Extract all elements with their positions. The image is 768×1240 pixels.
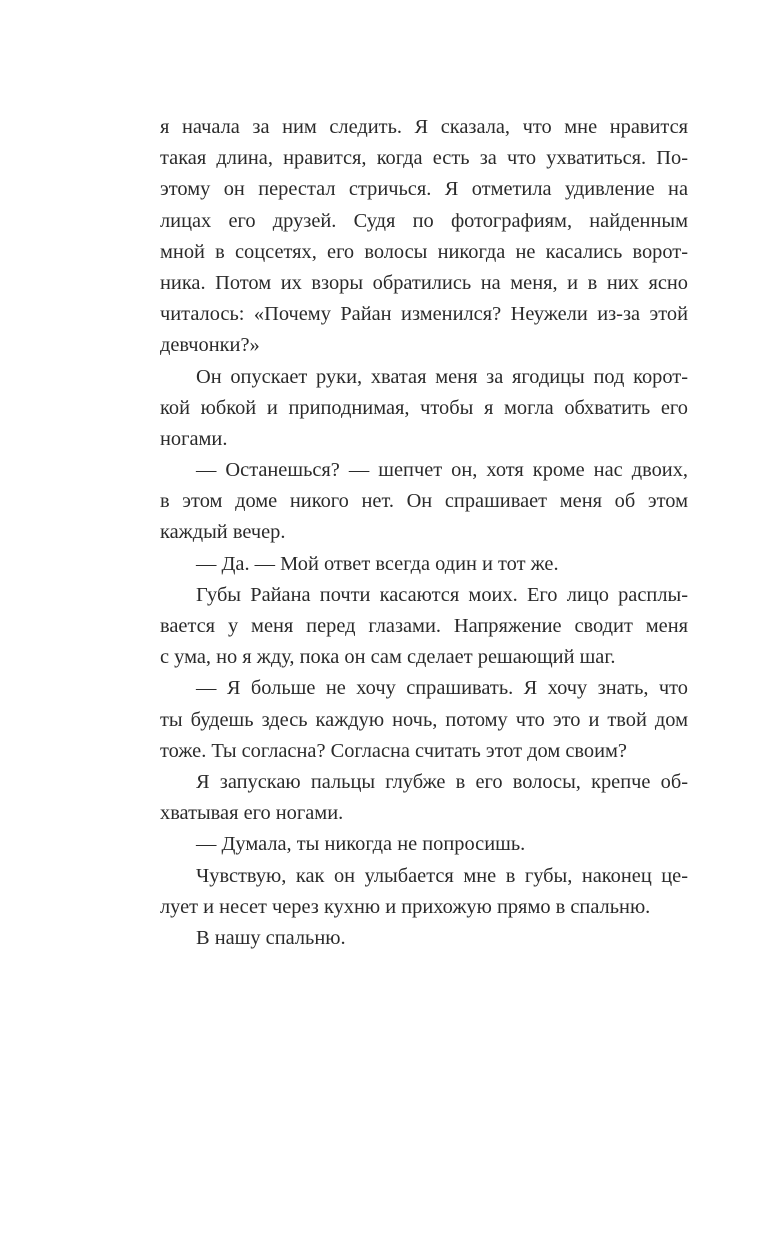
text-line: в этом доме никого нет. Он спрашивает меня об этом <box>160 490 688 513</box>
text-line: девчонки?» <box>160 334 260 357</box>
text-line: кой юбкой и приподнимая, чтобы я могла обхватить его <box>160 396 688 419</box>
text-line: В нашу спальню. <box>196 926 346 949</box>
body-text <box>160 112 688 954</box>
text-line: — Да. — Мой ответ всегда один и тот же. <box>196 552 559 575</box>
text-line: ногами. <box>160 427 228 450</box>
text-line: с ума, но я жду, пока он сам сделает решающий шаг. <box>160 646 616 669</box>
text-line: каждый вечер. <box>160 521 286 544</box>
text-line: тоже. Ты согласна? Согласна считать этот дом своим? <box>160 739 627 762</box>
text-line: — Останешься? — шепчет он, хотя кроме нас двоих, <box>196 459 688 482</box>
text-line: читалось: «Почему Райан изменился? Неужели из-за этой <box>160 303 688 326</box>
text-line: я начала за ним следить. Я сказала, что мне нравится <box>160 116 688 138</box>
text-line: хватывая его ногами. <box>160 802 344 825</box>
text-line: лицах его друзей. Судя по фотографиям, найденным <box>160 209 688 232</box>
text-line: этому он перестал стричься. Я отметила удивление на <box>160 178 688 201</box>
text-line: вается у меня перед глазами. Напряжение сводит меня <box>160 615 688 637</box>
text-line: такая длина, нравится, когда есть за что ухватиться. По- <box>160 147 688 170</box>
text-line: мной в соцсетях, его волосы никогда не касались ворот- <box>160 240 688 263</box>
text-line: Я запускаю пальцы глубже в его волосы, крепче об- <box>196 770 688 793</box>
text-line: — Я больше не хочу спрашивать. Я хочу знать, что <box>196 677 688 700</box>
text-line: Губы Райана почти касаются моих. Его лицо расплы- <box>196 583 688 606</box>
text-line: лует и несет через кухню и прихожую прямо в спальню. <box>160 895 651 918</box>
text-line: — Думала, ты никогда не попросишь. <box>196 833 526 856</box>
text-line: Он опускает руки, хватая меня за ягодицы под корот- <box>196 365 688 388</box>
text-line: ты будешь здесь каждую ночь, потому что это и твой дом <box>160 708 688 731</box>
text-line: Чувствую, как он улыбается мне в губы, наконец це- <box>196 864 688 887</box>
text-line: ника. Потом их взоры обратились на меня, и в них ясно <box>160 271 688 294</box>
